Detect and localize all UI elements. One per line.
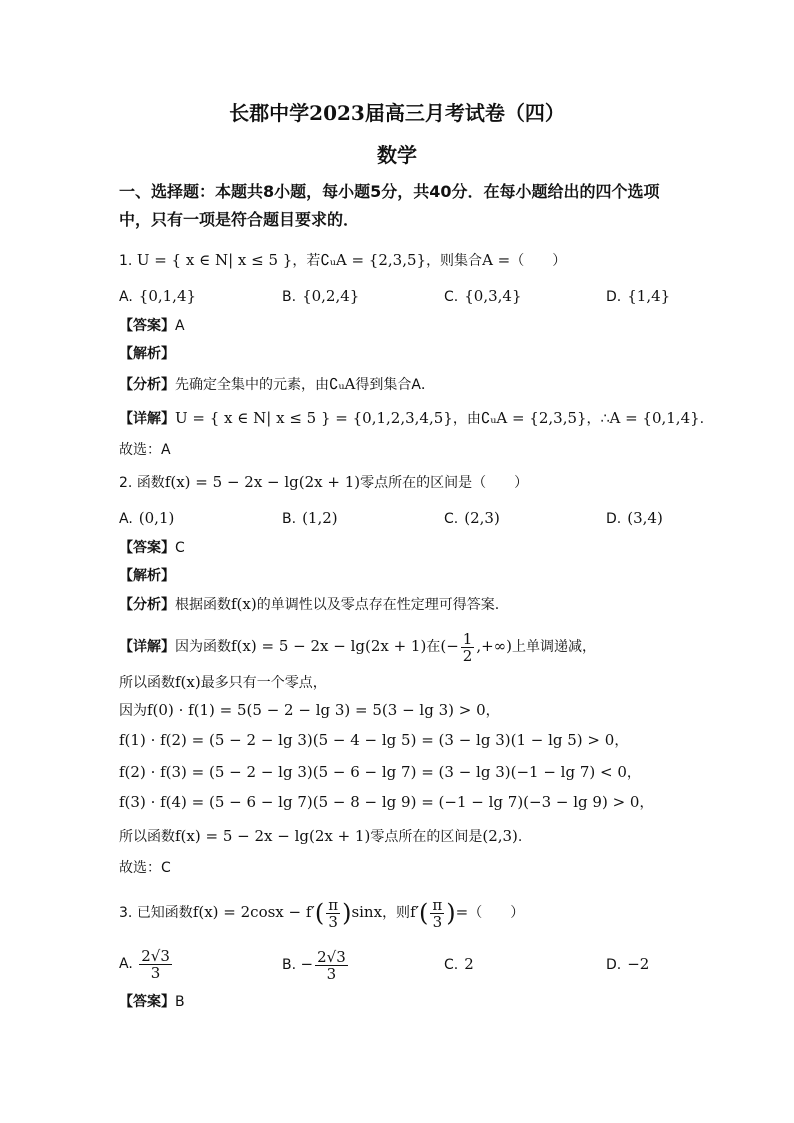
option-label: B. <box>282 511 297 527</box>
option-value: (1,2) <box>302 509 338 527</box>
left-paren: ( <box>314 899 325 927</box>
answer-value: A <box>175 318 185 334</box>
option-label: B. <box>282 957 297 973</box>
option-value: −2 <box>627 955 650 973</box>
option-value: (0,1) <box>138 509 175 527</box>
solution-text: ， <box>485 703 500 719</box>
answer-tag: 【答案】 <box>119 318 175 334</box>
q2-analysis-tag: 【解析】 <box>119 568 175 584</box>
fraction-numerator: 2√3 <box>141 946 170 965</box>
q3-answer <box>119 992 185 1012</box>
math-expression: f(0) · f(1) = 5(5 − 2 − lg 3) = 5(3 − lg 3) > 0 <box>147 701 486 719</box>
fraction <box>326 897 340 930</box>
right-paren: ) <box>342 899 352 927</box>
fenxi-text: 先确定全集中的元素，由 <box>175 377 329 393</box>
option-label: A. <box>119 289 133 305</box>
solution-text: ， <box>614 733 629 749</box>
math-expression: ,+∞) <box>476 637 512 655</box>
answer-value: B <box>175 994 185 1010</box>
stem-text: 已知函数 <box>136 905 193 921</box>
q2-choose: 故选：C <box>119 860 171 876</box>
fraction <box>461 631 475 664</box>
question-3-stem <box>119 890 524 935</box>
xiangjie-text: . <box>699 411 705 427</box>
math-expression: f(x) <box>175 673 201 691</box>
fraction-numerator: 1 <box>462 629 473 648</box>
math-expression: ∁ᵤA = {2,3,5} <box>480 409 587 427</box>
option-label: C. <box>444 511 459 527</box>
fraction <box>139 948 172 981</box>
fraction-numerator: 2√3 <box>317 947 346 966</box>
answer-tag: 【答案】 <box>119 994 175 1010</box>
option-label: A. <box>119 511 133 527</box>
q2-answer <box>119 538 185 558</box>
fraction <box>315 949 348 982</box>
question-2-stem <box>119 472 528 493</box>
q2-option-c <box>444 508 500 529</box>
math-expression: ∁ᵤA = {2,3,5} <box>320 251 427 269</box>
q1-option-d <box>606 286 670 307</box>
q2-line-d <box>119 762 641 783</box>
q2-option-a <box>119 508 174 529</box>
q3-option-d <box>606 954 649 975</box>
answer-tag: 【答案】 <box>119 540 175 556</box>
math-expression: f(2) · f(3) = (5 − 2 − lg 3)(5 − 6 − lg 7) = (3 − lg 3)(−1 − lg 7) < 0 <box>119 763 627 781</box>
option-label: C. <box>444 957 459 973</box>
minus-sign: − <box>300 955 314 973</box>
fraction-denominator: 2 <box>462 646 473 665</box>
stem-text: ，则集合 <box>426 253 483 269</box>
q2-option-b <box>282 508 338 529</box>
math-expression: U = { x ∈ N| x ≤ 5 } = {0,1,2,3,4,5} <box>175 409 453 427</box>
solution-text: 最多只有一个零点， <box>200 675 327 691</box>
q1-option-b <box>282 286 359 307</box>
option-value: {0,2,4} <box>302 287 360 305</box>
fraction-numerator: π <box>432 895 443 914</box>
option-label: A. <box>119 956 133 972</box>
q1-option-a <box>119 286 196 307</box>
math-expression: f(x) = 5 − 2x − lg(2x + 1) <box>175 827 371 845</box>
math-expression: f(3) · f(4) = (5 − 6 − lg 7)(5 − 8 − lg 9) = (−1 − lg 7)(−3 − lg 9) > 0 <box>119 793 640 811</box>
xiangjie-tag: 【详解】 <box>119 639 175 655</box>
section-heading-line1: 一、选择题：本题共8小题，每小题5分，共40分．在每小题给出的四个选项 <box>119 182 660 201</box>
option-value: {0,1,4} <box>138 287 197 305</box>
math-expression: sinx <box>351 903 383 921</box>
solution-text: 因为 <box>119 703 147 719</box>
question-number: 1. <box>119 253 133 269</box>
math-expression: f(x) = 5 − 2x − lg(2x + 1) <box>231 637 427 655</box>
math-expression: A = <box>482 251 511 269</box>
math-expression: f(1) · f(2) = (5 − 2 − lg 3)(5 − 4 − lg 5) = (3 − lg 3)(1 − lg 5) > 0 <box>119 731 615 749</box>
q2-line-f <box>119 826 522 847</box>
q3-option-b <box>282 946 350 983</box>
math-expression: f(x) = 5 − 2x − lg(2x + 1) <box>164 473 361 491</box>
math-expression: (− <box>440 637 459 655</box>
math-expression: (2,3) <box>482 827 518 845</box>
q1-option-c <box>444 286 522 307</box>
solution-text: 所以函数 <box>119 675 175 691</box>
math-expression: f′ <box>410 903 420 921</box>
fraction-denominator: 3 <box>328 912 338 931</box>
solution-text: . <box>517 829 523 845</box>
q3-option-c <box>444 954 474 975</box>
option-label: B. <box>282 289 297 305</box>
option-label: D. <box>606 289 622 305</box>
solution-text: ， <box>639 795 654 811</box>
stem-text: （ ） <box>468 905 525 921</box>
fraction-denominator: 3 <box>326 964 337 983</box>
stem-text: ，则 <box>382 905 411 921</box>
q1-fenxi <box>119 374 435 395</box>
subject-title: 数学 <box>377 143 417 167</box>
left-paren: ( <box>419 899 429 927</box>
answer-value: C <box>175 540 185 556</box>
q1-choose: 故选：A <box>119 442 171 458</box>
right-paren: ) <box>446 899 456 927</box>
option-value: {0,3,4} <box>464 287 522 305</box>
xiangjie-text: 因为函数 <box>175 639 231 655</box>
stem-text: ，若 <box>292 253 321 269</box>
question-number: 3. <box>119 905 133 921</box>
xiangjie-tag: 【详解】 <box>119 411 175 427</box>
fraction-denominator: 3 <box>150 963 161 982</box>
q2-line-a <box>119 672 327 693</box>
option-value: 2 <box>464 955 474 973</box>
question-1-stem <box>119 250 566 271</box>
q3-option-a <box>119 946 174 982</box>
solution-text: 零点所在的区间是 <box>370 829 483 845</box>
fraction-numerator: π <box>328 895 339 914</box>
fenxi-text: 得到集合A． <box>355 377 435 393</box>
option-value: (3,4) <box>627 509 663 527</box>
stem-text: 零点所在的区间是（ ） <box>360 475 529 491</box>
q1-answer <box>119 316 185 336</box>
q2-option-d <box>606 508 663 529</box>
fraction <box>430 897 444 930</box>
xiangjie-text: ，由 <box>452 411 481 427</box>
xiangjie-text: 上单调递减， <box>512 639 596 655</box>
math-expression: ∁ᵤA <box>329 375 356 393</box>
option-label: D. <box>606 511 622 527</box>
option-value: {1,4} <box>627 287 671 305</box>
math-expression: f(x) = 2cosx − f′ <box>192 903 315 921</box>
math-expression: U = { x ∈ N| x ≤ 5 } <box>136 251 293 269</box>
q2-line-e <box>119 792 653 813</box>
fenxi-text: 根据函数 <box>175 597 231 613</box>
stem-text: 函数 <box>136 475 165 491</box>
solution-text: 所以函数 <box>119 829 175 845</box>
option-label: C. <box>444 289 459 305</box>
q2-line-b <box>119 700 500 721</box>
math-expression: A = {0,1,4} <box>609 409 700 427</box>
section-heading-line2: 中，只有一项是符合题目要求的． <box>119 210 360 229</box>
fenxi-tag: 【分析】 <box>119 597 175 613</box>
math-expression: = <box>455 903 469 921</box>
math-expression: f(x) <box>231 595 257 613</box>
q1-analysis-tag: 【解析】 <box>119 346 175 362</box>
fenxi-tag: 【分析】 <box>119 377 175 393</box>
option-label: D. <box>606 957 622 973</box>
xiangjie-text: ，∴ <box>586 411 610 427</box>
fenxi-text: 的单调性以及零点存在性定理可得答案. <box>256 597 500 613</box>
q2-line-c <box>119 730 628 751</box>
q2-fenxi <box>119 594 499 615</box>
stem-text: （ ） <box>510 253 567 269</box>
fraction-denominator: 3 <box>432 912 443 931</box>
option-value: (2,3) <box>464 509 500 527</box>
question-number: 2. <box>119 475 133 491</box>
q2-xiangjie <box>119 628 596 665</box>
solution-text: ， <box>626 765 641 781</box>
q1-xiangjie <box>119 408 704 429</box>
page-title: 长郡中学2023届高三月考试卷（四） <box>229 101 565 125</box>
xiangjie-text: 在 <box>426 639 441 655</box>
